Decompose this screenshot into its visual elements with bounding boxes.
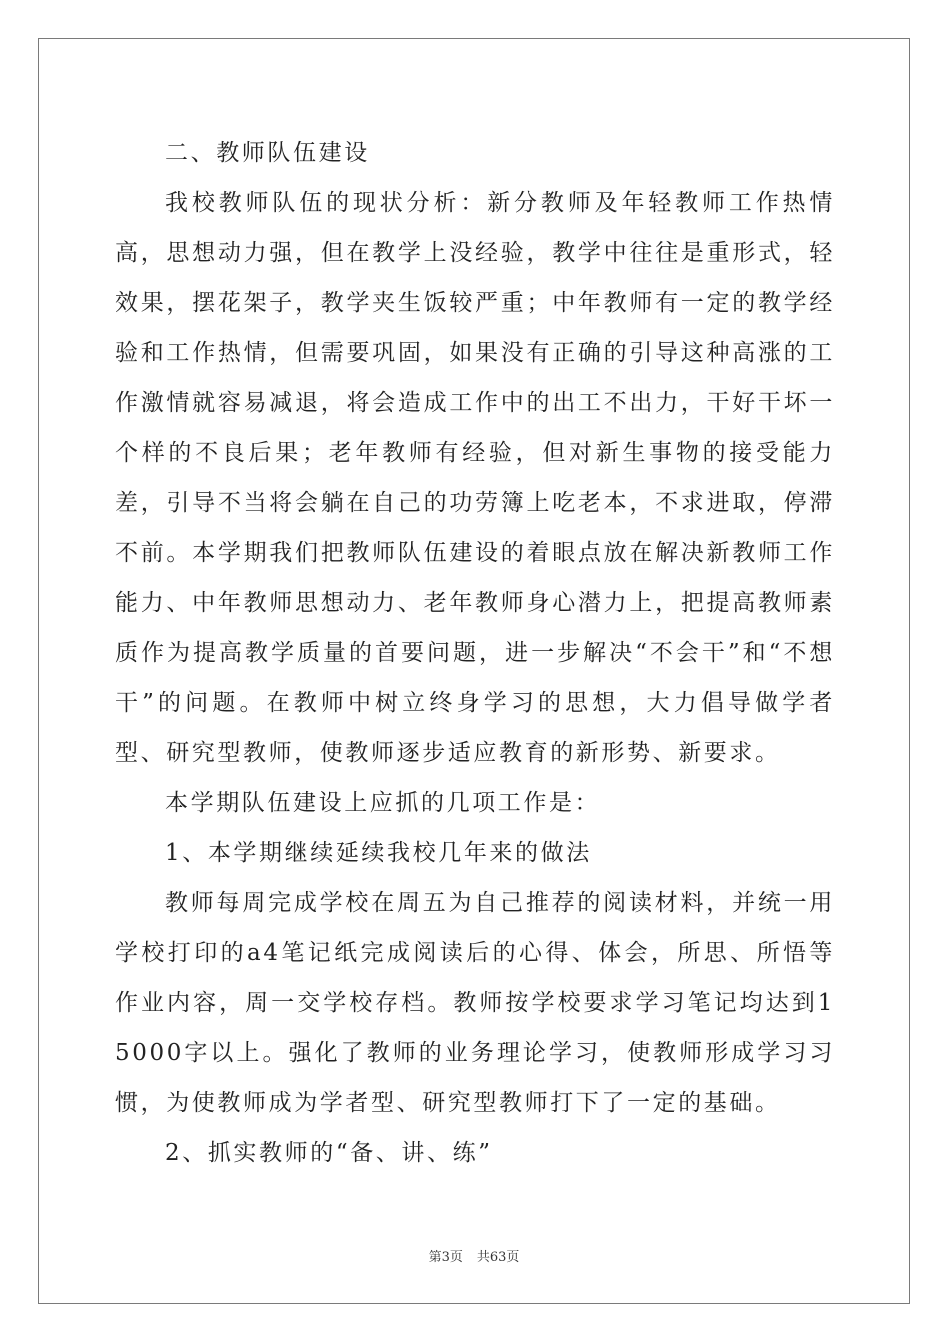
paragraph-reading-practice: 教师每周完成学校在周五为自己推荐的阅读材料，并统一用学校打印的a4笔记纸完成阅读后的心得、体会，所思、所悟等作业内容，周一交学校存档。教师按学校要求学习笔记均达到15000字以上。强化了教师的业务理论学习，使教师形成学习习惯，为使教师成为学者型、研究型教师打下了一定的基础。: [115, 890, 835, 1116]
subheading-item-2: 2、抓实教师的“备、讲、练”: [165, 1140, 493, 1166]
paragraph-status-analysis: 我校教师队伍的现状分析：新分教师及年轻教师工作热情高，思想动力强，但在教学上没经验，教学中往往是重形式，轻效果，摆花架子，教学夹生饭较严重；中年教师有一定的教学经验和工作热情，但需要巩固，如果没有正确的引导这种高涨的工作激情就容易减退，将会造成工作中的出工不出力，干好干坏一个样的不良后果；老年教师有经验，但对新生事物的接受能力差，引导不当将会躺在自己的功劳簿上吃老本，不求进取，停滞不前。本学期我们把教师队伍建设的着眼点放在解决新教师工作能力、中年教师思想动力、老年教师身心潜力上，把提高教师素质作为提高教学质量的首要问题，进一步解决“不会干”和“不想干”的问题。在教师中树立终身学习的思想，大力倡导做学者型、研究型教师，使教师逐步适应教育的新形势、新要求。: [115, 190, 835, 766]
subheading-item-1: 1、本学期继续延续我校几年来的做法: [165, 840, 592, 866]
section-heading: 二、教师队伍建设: [165, 140, 370, 166]
page-footer: [38, 1246, 910, 1265]
total-pages-label: 共63页: [476, 1250, 520, 1265]
document-body: [115, 128, 835, 1178]
paragraph-tasks-intro: 本学期队伍建设上应抓的几项工作是：: [165, 790, 601, 816]
current-page-label: 第3页: [428, 1250, 463, 1265]
